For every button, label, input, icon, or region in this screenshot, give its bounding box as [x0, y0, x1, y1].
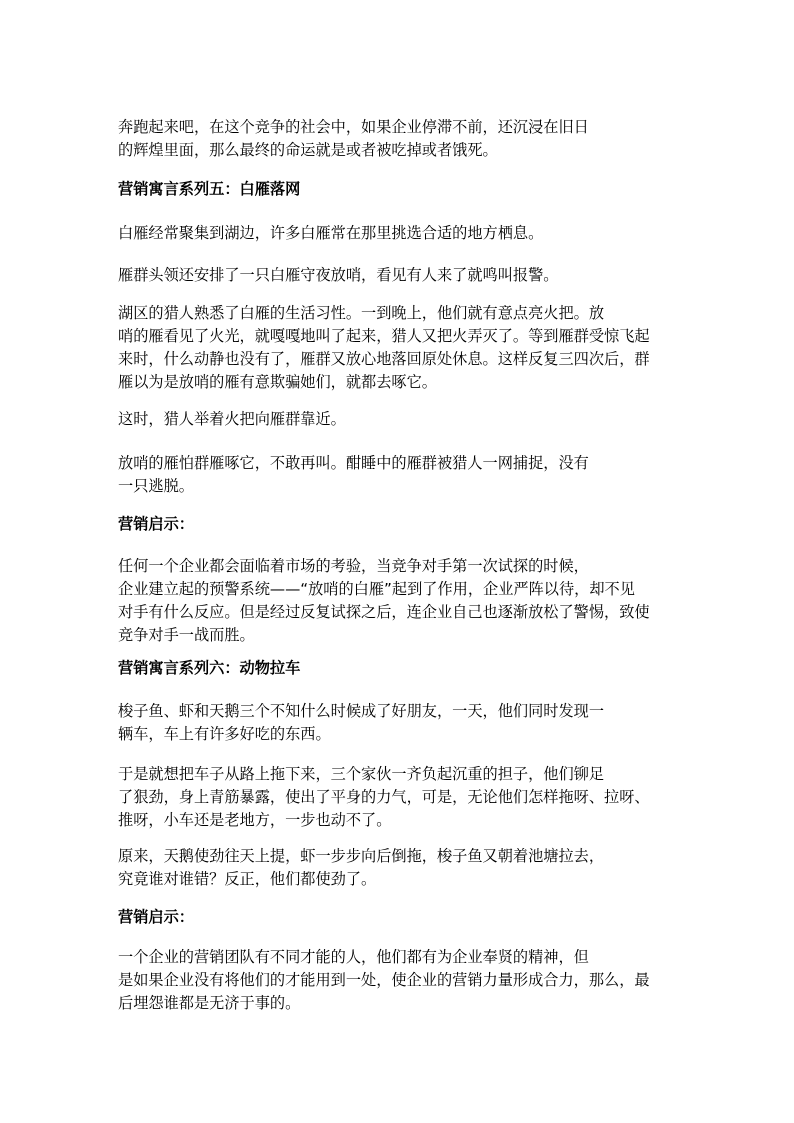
text-line: 任何一个企业都会面临着市场的考验，当竞争对手第一次试探的时候， [118, 557, 589, 575]
text-line: 这时，猎人举着火把向雁群靠近。 [118, 410, 346, 428]
text-line: 于是就想把车子从路上拖下来，三个家伙一齐负起沉重的担子，他们铆足 [118, 765, 604, 783]
paragraph-directions [118, 845, 678, 891]
section-heading-white-geese [118, 178, 678, 201]
text-line: 奔跑起来吧，在这个竞争的社会中，如果企业停滞不前，还沉浸在旧日 [118, 118, 589, 136]
paragraph-hunters [118, 302, 678, 394]
heading-text: 营销启示： [118, 908, 194, 926]
text-line: 雁群头领还安排了一只白雁守夜放哨，看见有人来了就鸣叫报警。 [118, 266, 559, 284]
text-line: 原来，天鹅使劲往天上提，虾一步步向后倒拖，梭子鱼又朝着池塘拉去， [118, 847, 604, 865]
text-line: 湖区的猎人熟悉了白雁的生活习性。一到晚上，他们就有意点亮火把。放 [118, 304, 604, 322]
text-line: 梭子鱼、虾和天鹅三个不知什么时候成了好朋友，一天，他们同时发现一 [118, 702, 604, 720]
text-line: 竞争对手一战而胜。 [118, 626, 255, 644]
text-line: 辆车，车上有许多好吃的东西。 [118, 725, 331, 743]
paragraph-friends [118, 700, 678, 746]
text-line: 的辉煌里面，那么最终的命运就是或者被吃掉或者饿死。 [118, 141, 498, 159]
text-line: 企业建立起的预警系统——“放哨的白雁”起到了作用，企业严阵以待，却不见 [118, 580, 635, 598]
paragraph-approach [118, 408, 678, 431]
text-line: 一只逃脱。 [118, 477, 194, 495]
section-heading-animal-cart [118, 657, 678, 680]
insight-heading-2 [118, 906, 678, 929]
text-line: 推呀，小车还是老地方，一步也动不了。 [118, 811, 392, 829]
insight-heading-1 [118, 513, 678, 536]
paragraph-insight-1 [118, 555, 678, 647]
paragraph-sentinel [118, 264, 678, 287]
text-line: 是如果企业没有将他们的才能用到一处，使企业的营销力量形成合力，那么，最 [118, 971, 650, 989]
text-line: 白雁经常聚集到湖边，许多白雁常在那里挑选合适的地方栖息。 [118, 224, 544, 242]
text-line: 雁以为是放哨的雁有意欺骗她们，就都去啄它。 [118, 373, 437, 391]
paragraph-run-forward [118, 116, 678, 162]
text-line: 了狠劲，身上青筋暴露，使出了平身的力气，可是，无论他们怎样拖呀、拉呀、 [118, 788, 650, 806]
heading-text: 营销寓言系列五：白雁落网 [118, 180, 301, 198]
text-line: 究竟谁对谁错？反正，他们都使劲了。 [118, 870, 377, 888]
text-line: 放哨的雁怕群雁啄它，不敢再叫。酣睡中的雁群被猎人一网捕捉，没有 [118, 454, 589, 472]
text-line: 一个企业的营销团队有不同才能的人，他们都有为企业奉贤的精神，但 [118, 948, 589, 966]
text-line: 哨的雁看见了火光，就嘎嘎地叫了起来，猎人又把火弄灭了。等到雁群受惊飞起 [118, 327, 650, 345]
text-line: 来时，什么动静也没有了，雁群又放心地落回原处休息。这样反复三四次后，群 [118, 350, 650, 368]
text-line: 后埋怨谁都是无济于事的。 [118, 994, 301, 1012]
paragraph-insight-2 [118, 946, 678, 1015]
heading-text: 营销启示： [118, 515, 194, 533]
heading-text: 营销寓言系列六：动物拉车 [118, 659, 301, 677]
paragraph-pulling [118, 763, 678, 832]
paragraph-geese-gather [118, 222, 678, 245]
text-line: 对手有什么反应。但是经过反复试探之后，连企业自己也逐渐放松了警惕，致使 [118, 603, 650, 621]
paragraph-captured [118, 452, 678, 498]
